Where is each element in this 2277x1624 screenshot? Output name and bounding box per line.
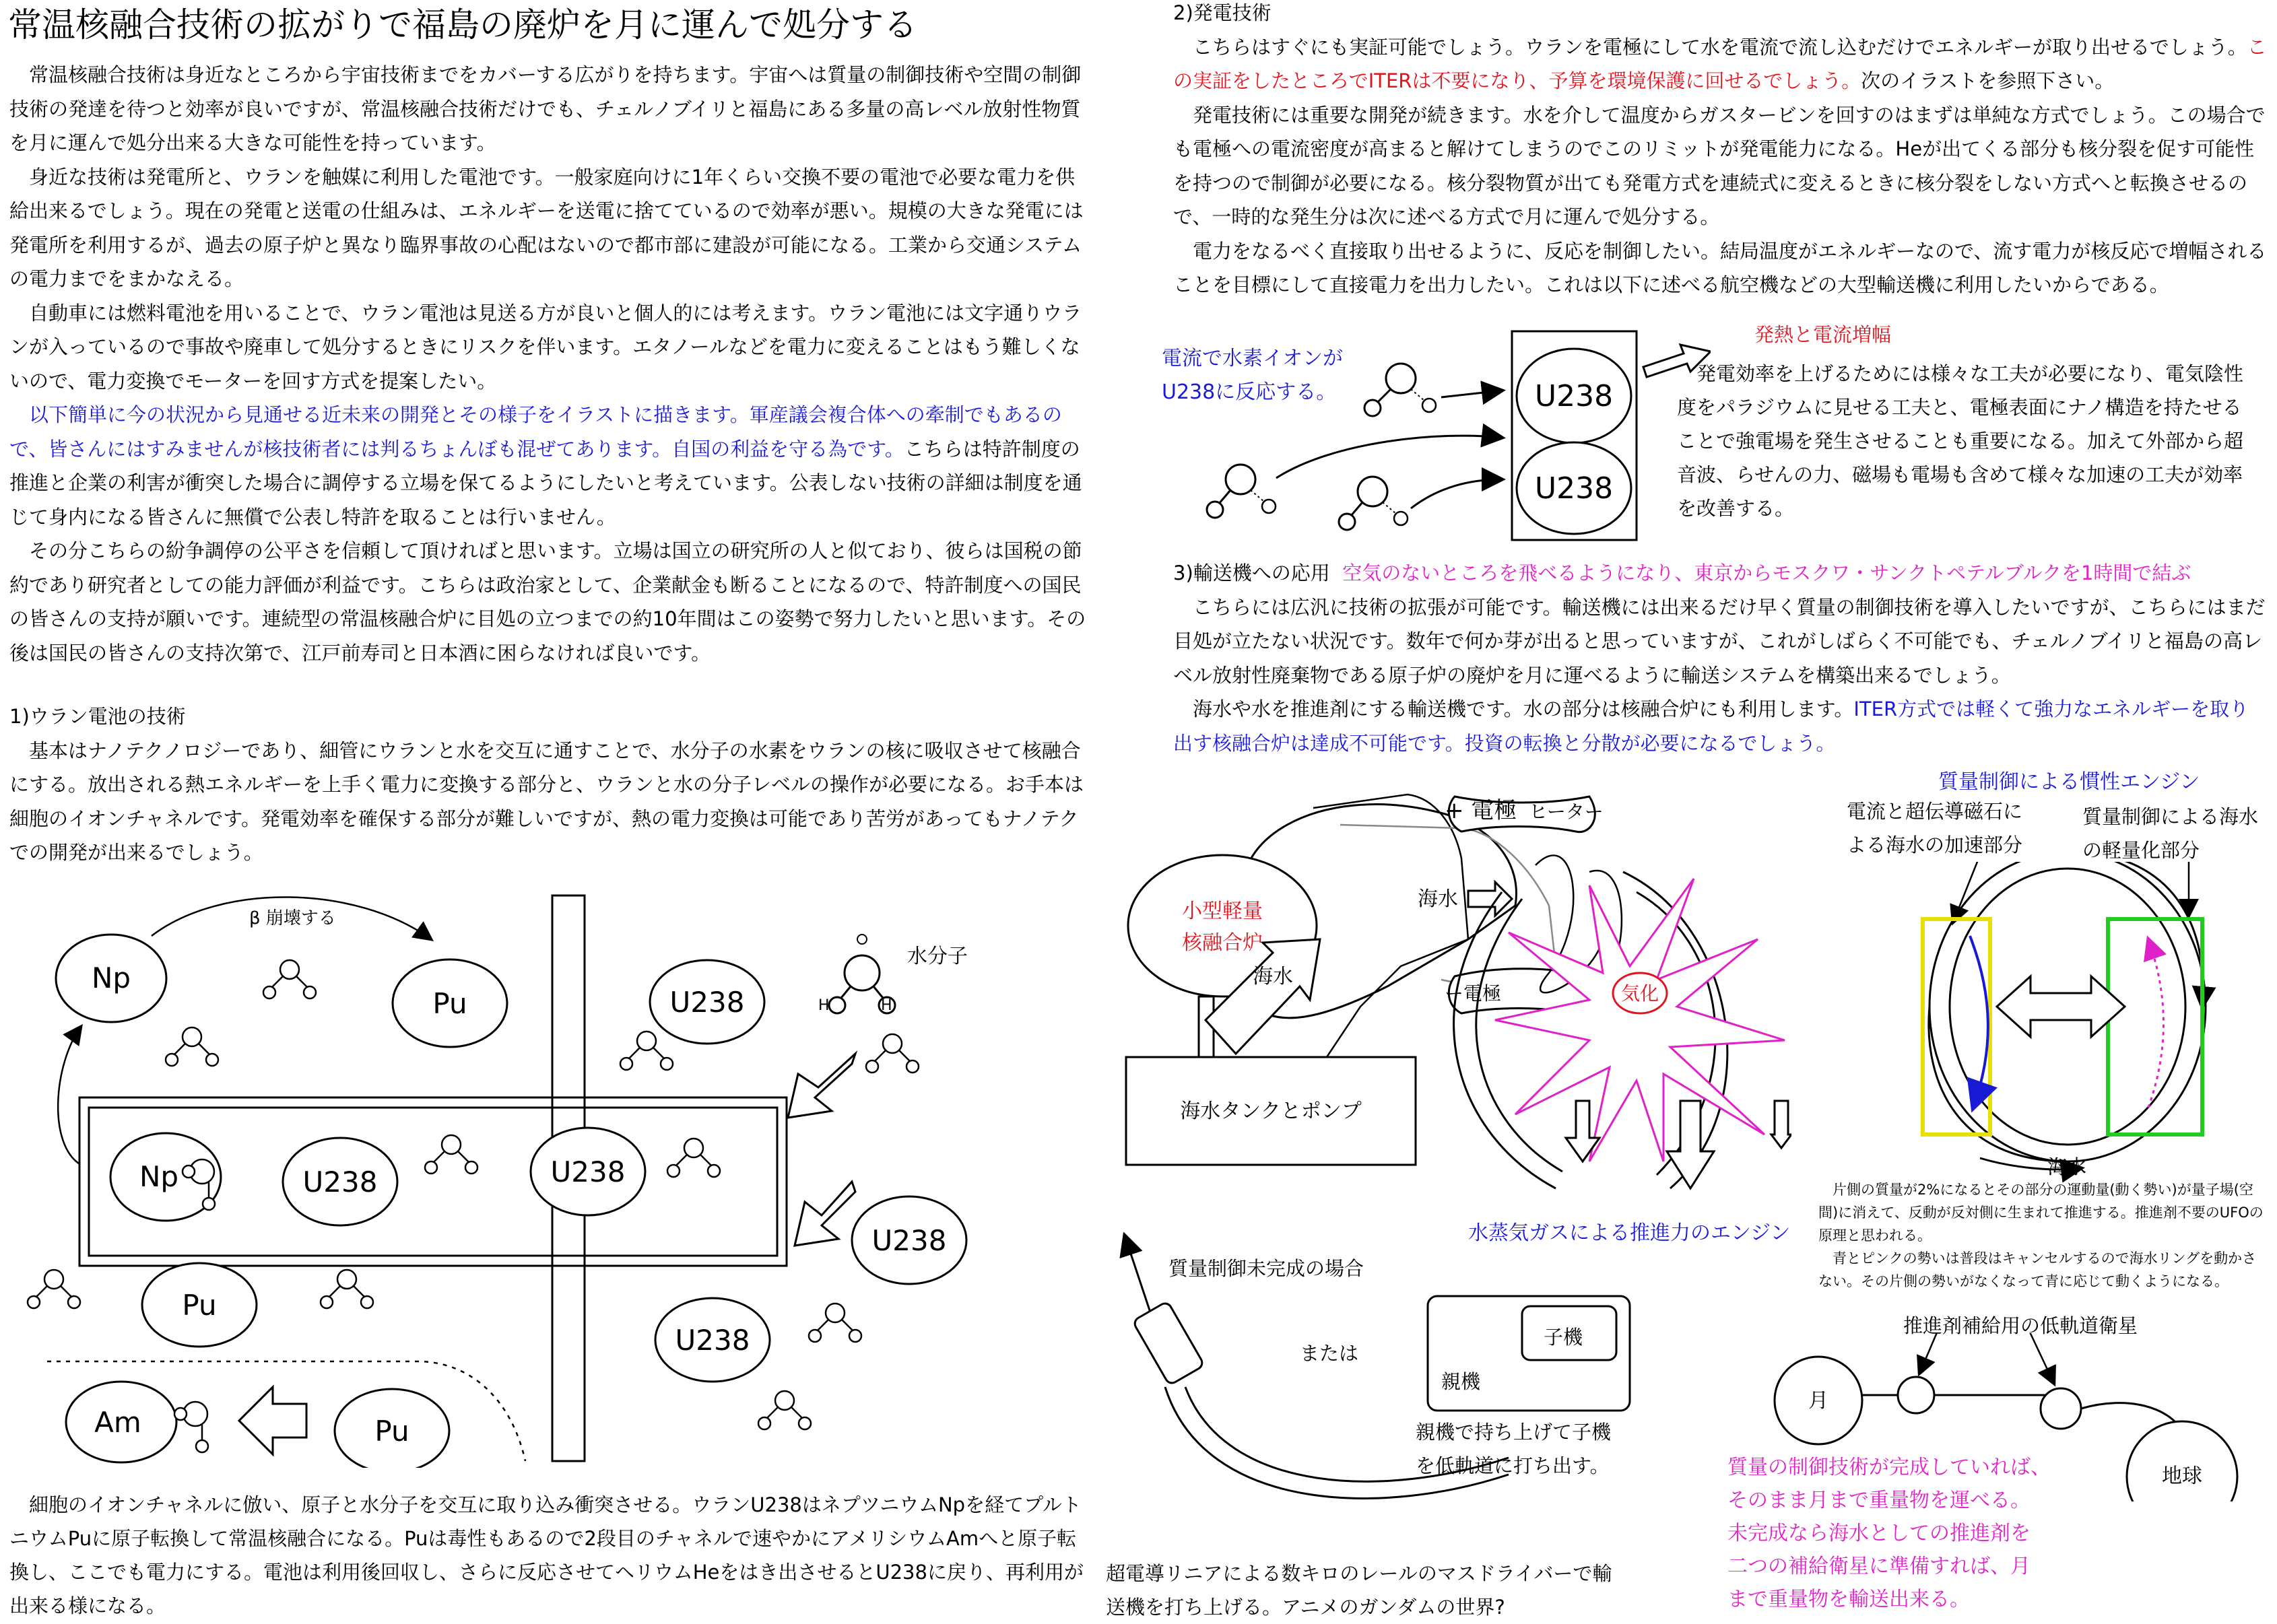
text-segment: この実証をしたところでITERは不要になり、予算を環境保護に回せるでしょう。 xyxy=(1173,35,2267,92)
return-arrow xyxy=(58,1027,81,1165)
am-label: Am xyxy=(94,1406,141,1439)
electrode-label1: 電流で水素イオンが xyxy=(1162,347,1344,370)
plus-electrode-label: + 電極 xyxy=(1445,797,1517,824)
intro-paragraph xyxy=(9,160,1087,296)
section2-paragraph2: 発電技術には重要な開発が続きます。水を介して温度からガスタービンを回すのはまずは単純な方式でしょう。この場合でも電極への電流密度が高まると解けてしまうのでこのリミットが発電能力になる。Heが出てくる部分も核分裂を促す可能性を持つので制御が必要になる。核分裂物質が出ても発電方式を連続式に変えるときに核分裂をしない方式へと転換させるので、一時的な発生分は次に述べる方式で月に運んで処分する。 xyxy=(1173,103,2266,228)
uranium-battery-diagram xyxy=(0,875,1098,1468)
reactor-label1: 小型軽量 xyxy=(1182,900,1263,923)
section1-body: 基本はナノテクノロジーであり、細管にウランと水を交互に通すことで、水分子の水素をウランの核に吸収させて核融合にする。放出される熱エネルギーを上手く電力に変換する部分と、ウランと水の分子レベルの操作が必要になる。お手本は細胞のイオンチャネルです。発電効率を確保する部分が難しいですが、熱の電力変換は可能であり苦労があってもナノテクでの開発が出来るでしょう。 xyxy=(9,739,1084,864)
heat-amplification-label: 発熱と電流増幅 xyxy=(1754,323,1892,346)
or-label: または xyxy=(1300,1342,1359,1365)
hydrogen-molecule xyxy=(1339,477,1408,530)
right-column-text xyxy=(1173,0,2268,302)
text-segment: こちらはすぐにも実証可能でしょう。ウランを電極にして水を電流で流し込むだけでエネルギーが取り出せるでしょう。 xyxy=(1193,35,2247,59)
seawater-label: 海水 xyxy=(1418,887,1458,911)
h-label: H xyxy=(818,997,830,1014)
electrode-explanation: 発電効率を上げるためには様々な工夫が必要になり、電気陰性度をパラジウムに見せる工夫と、電極表面にナノ構造を持たせることで強電場を発生させることも重要になる。加えて外部から超音波、らせんの力、磁場も電場も含めて様々な加速の工夫が効率を改善する。 xyxy=(1677,362,2244,520)
seawater-inlet-label: 海水 xyxy=(1253,965,1293,988)
water-molecule xyxy=(866,1034,919,1073)
water-molecule xyxy=(174,1402,208,1452)
text-segment: 身近な技術は発電所と、ウランを触媒に利用した電池です。一般家庭向けに1年くらい交換不要の電池で必要な電力を供給出来るでしょう。現在の発電と送電の仕組みは、エネルギーを送電に捨てているので効率が悪い。規模の大きな発電には発電所を利用するが、過去の原子炉と異なり臨界事故の心配はないので都市部に建設が可能になる。工業から交通システムの電力までをまかなえる。 xyxy=(9,165,1084,290)
orbit-title: 推進剤補給用の低軌道衛星 xyxy=(1903,1314,2138,1337)
water-molecule-label: 水分子 xyxy=(907,945,968,968)
inertia-left-label: 電流と超伝導磁石に よる海水の加速部分 xyxy=(1847,800,2023,856)
inertia-notes: 片側の質量が2%になるとその部分の運動量(動く勢い)が量子場(空間)に消えて、反動が反対側に生まれて推進する。推進剤不要のUFOの原理と思われる。 青とピンクの勢いは普段はキャンセルするので海水リングを動かさない。その片側の勢いがなくなって青に応じて動くようになる。 xyxy=(1818,1182,2264,1289)
hydrogen-molecule xyxy=(1207,465,1276,518)
text-segment: 次のイラストを参照下さい。 xyxy=(1861,69,2115,92)
section2-heading: 2)発電技術 xyxy=(1173,1,1272,24)
electrode-label2: U238に反応する。 xyxy=(1162,380,1337,404)
u238-label: U238 xyxy=(871,1224,947,1257)
hydrogen-molecule xyxy=(1364,364,1436,416)
steam-engine-label: 水蒸気ガスによる推進力のエンジン xyxy=(1468,1221,1791,1245)
water-molecule xyxy=(166,1027,218,1066)
orbit-line: まで重量物を輸送出来る。 xyxy=(1727,1588,1970,1611)
inertia-seawater-label: 海水 xyxy=(2047,1155,2087,1178)
text-segment: 常温核融合技術は身近なところから宇宙技術までをカバーする広がりを持ちます。宇宙へは質量の制御技術や空間の制御技術の発達を待つと効率が良いですが、常温核融合技術だけでも、チェルノブイリと福島にある多量の高レベル放射性物質を月に運んで処分出来る大きな可能性を持っています。 xyxy=(9,63,1082,154)
section3-paragraph2 xyxy=(1173,692,2268,760)
incomplete-label: 質量制御未完成の場合 xyxy=(1168,1257,1364,1280)
rail-caption: 超電導リニアによる数キロのレールのマスドライバーで輸 送機を打ち上げる。アニメのガンダムの世界? xyxy=(1106,1562,1612,1619)
text-segment: ITER方式では軽くて強力なエネルギーを取り出す核融合炉は達成不可能です。投資の転換と分散が必要になるでしょう。 xyxy=(1173,698,2249,755)
vapor-label: 気化 xyxy=(1620,982,1659,1005)
intro-paragraph xyxy=(9,534,1087,670)
u238-label-channel: U238 xyxy=(302,1165,378,1198)
water-molecule xyxy=(321,1270,373,1308)
page-title: 常温核融合技術の拡がりで福島の廃炉を月に運んで処分する xyxy=(8,5,917,44)
pu-label: Pu xyxy=(182,1289,217,1322)
supply-satellite xyxy=(2041,1388,2081,1429)
inflow-arrow xyxy=(795,1182,855,1246)
parent-caption: 親機で持ち上げて子機 を低軌道に打ち出す。 xyxy=(1416,1421,1612,1477)
text-segment: こちらは特許制度の推進と企業の利害が衝突した場合に調停する立場を保てるようにしたいと考えています。公表しない技術の詳細は制度を通じて身内になる皆さんに無償で公表し特許を取ることは行いません。 xyxy=(9,437,1082,529)
inertia-engine-diagram xyxy=(1913,862,2222,1185)
h-label: H xyxy=(881,997,892,1014)
vapor-burst xyxy=(1495,879,1785,1161)
orbit-line: 二つの補給衛星に準備すれば、月 xyxy=(1727,1555,2031,1578)
water-molecule xyxy=(620,1031,673,1070)
water-molecule xyxy=(758,1391,811,1429)
lightening-section xyxy=(2108,919,2202,1135)
moon-label: 月 xyxy=(1808,1389,1828,1413)
text-segment: 海水や水を推進剤にする輸送機です。水の部分は核融合炉にも利用します。 xyxy=(1193,698,1854,720)
beta-decay-label: β 崩壊する xyxy=(249,908,336,928)
u238-label-channel: U238 xyxy=(550,1155,626,1188)
orbit-explanation xyxy=(1727,1451,2051,1616)
intro-paragraph xyxy=(9,398,1087,534)
electrode-figure xyxy=(1158,323,1711,545)
u238-label: U238 xyxy=(1534,379,1614,413)
inertia-right-label: 質量制御による海水 の軽量化部分 xyxy=(2082,805,2259,862)
water-molecule xyxy=(263,960,316,999)
conversion-arrow xyxy=(239,1387,306,1454)
text-segment: 以下簡単に今の状況から見通せる近未来の開発とその様子をイラストに描きます。軍産議会複合体への牽制でもあるので、皆さんにはすみませんが核技術者には判るちょんぼも混ぜてあります。自国の利益を守る為です。 xyxy=(9,403,1062,461)
heater-label: ヒーター xyxy=(1529,801,1604,823)
reactor-label2: 核融合炉 xyxy=(1182,931,1263,955)
np-label-top: Np xyxy=(91,961,131,994)
child-label: 子機 xyxy=(1544,1326,1583,1349)
np-label-channel: Np xyxy=(139,1160,179,1193)
section2-paragraph3: 電力をなるべく直接取り出せるように、反応を制御したい。結局温度がエネルギーなので、流す電力が核反応で増幅されることを目標にして直接電力を出力したい。これは以下に述べる航空機などの大型輸送機に利用したいからである。 xyxy=(1173,239,2267,296)
section2-paragraph1 xyxy=(1173,30,2268,98)
left-column-text xyxy=(9,58,1087,870)
tank-label: 海水タンクとポンプ xyxy=(1180,1099,1362,1123)
pu-label-top: Pu xyxy=(432,987,467,1020)
u238-label: U238 xyxy=(1534,471,1614,506)
minus-electrode-label: ー電極 xyxy=(1445,982,1502,1005)
section3-paragraph1: こちらには広汎に技術の拡張が可能です。輸送機には出来るだけ早く質量の制御技術を導入したいですが、こちらにはまだ目処が立たない状況です。数年で何か芽が出ると思っていますが、これがしばらく不可能でも、チェルノブイリと福島の高レベル放射性廃棄物である原子炉の廃炉を月に運べるように輸送システムを構築出来るでしょう。 xyxy=(1173,595,2266,687)
section1-heading: 1)ウラン電池の技術 xyxy=(9,705,186,728)
water-molecule xyxy=(28,1270,80,1308)
section3-heading: 3)輸送機への応用 xyxy=(1173,562,1330,584)
u238-label: U238 xyxy=(669,986,745,1019)
section3-tagline: 空気のないところを飛べるようになり、東京からモスクワ・サンクトペテルブルクを1時間で結ぶ xyxy=(1342,562,2191,584)
intro-paragraphs xyxy=(9,58,1087,670)
inertia-engine-title: 質量制御による慣性エンジン xyxy=(1938,770,2200,794)
transport-vehicle xyxy=(1133,1301,1205,1385)
orbit-line: 未完成なら海水としての推進剤を xyxy=(1727,1522,2031,1545)
earth xyxy=(2127,1421,2237,1501)
intro-paragraph xyxy=(9,296,1087,399)
intro-paragraph xyxy=(9,58,1087,160)
u238-label: U238 xyxy=(675,1324,750,1357)
text-segment: その分こちらの紛争調停の公平さを信頼して頂ければと思います。立場は国立の研究所の人と似ており、彼らは国税の節約であり研究者としての能力評価が利益です。こちらは政治家として、企業献金も断ることになるので、特許制度への国民の皆さんの支持が願いです。連続型の常温核融合炉に目処の立つまでの約10年間はこの姿勢で努力したいと思います。その後は国民の皆さんの支持次第で、江戸前寿司と日本酒に困らなければ良いです。 xyxy=(9,539,1086,665)
orbit-line: そのまま月まで重量物を運べる。 xyxy=(1727,1489,2031,1512)
text-segment: 自動車には燃料電池を用いることで、ウラン電池は見送る方が良いと個人的には考えます。ウラン電池には文字通りウランが入っているので事故や廃車して処分するときにリスクを伴います。エタノールなどを電力に変えることはもう難しくないので、電力変換でモーターを回す方式を提案したい。 xyxy=(9,301,1082,393)
inflow-arrow xyxy=(788,1054,855,1118)
supply-satellite xyxy=(1898,1377,1934,1413)
earth-label: 地球 xyxy=(2162,1464,2202,1488)
parent-label: 親機 xyxy=(1441,1370,1481,1393)
acceleration-section xyxy=(1923,919,1990,1135)
left-bottom-caption: 細胞のイオンチャネルに倣い、原子と水分子を交互に取り込み衝突させる。ウランU238はネプツニウムNpを経てプルトニウムPuに原子転換して常温核融合になる。Puは毒性もあるので2段目のチャネルで速やかにアメリシウムAmへと原子転換し、ここでも電力にする。電池は利用後回収し、さらに反応させてヘリウムHeをはき出させるとU238に戻り、再利用が出来る様になる。 xyxy=(9,1493,1084,1617)
water-molecule xyxy=(809,1304,861,1342)
pu-label: Pu xyxy=(374,1415,409,1448)
section3-text xyxy=(1173,556,2268,760)
orbit-line: 質量の制御技術が完成していれば、 xyxy=(1727,1456,2051,1479)
